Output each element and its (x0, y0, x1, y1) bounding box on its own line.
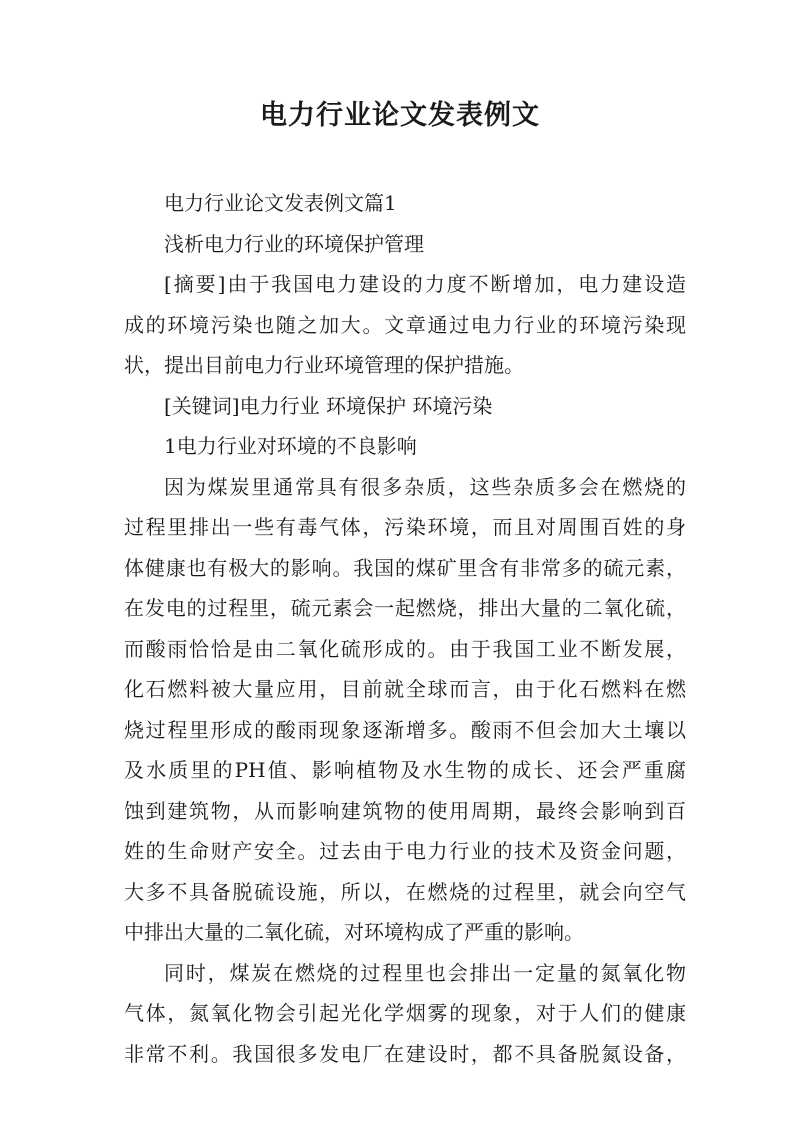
text-line: 非常不利。我国很多发电厂在建设时，都不具备脱氮设备， (124, 1041, 686, 1066)
text-line: 在发电的过程里，硫元素会一起燃烧，排出大量的二氧化硫， (124, 596, 686, 620)
text-line: 电力行业论文发表例文篇1 (164, 191, 397, 215)
document-title: 电力行业论文发表例文 (260, 100, 540, 131)
text-line: 气体，氮氧化物会引起光化学烟雾的现象，对于人们的健康 (124, 1001, 686, 1025)
text-line: 过程里排出一些有毒气体，污染环境，而且对周围百姓的身 (124, 515, 686, 539)
text-line: 因为煤炭里通常具有很多杂质，这些杂质多会在燃烧的 (164, 474, 686, 499)
text-line: [关键词]电力行业 环境保护 环境污染 (164, 393, 493, 418)
text-line: 同时，煤炭在燃烧的过程里也会排出一定量的氮氧化物 (164, 960, 686, 985)
text-line: 而酸雨恰恰是由二氧化硫形成的。由于我国工业不断发展， (124, 636, 686, 661)
text-line: 及水质里的PH值、影响植物及水生物的成长、还会严重腐 (124, 758, 686, 782)
text-line: 成的环境污染也随之加大。文章通过电力行业的环境污染现 (124, 312, 686, 337)
text-line: [摘要]由于我国电力建设的力度不断增加，电力建设造 (164, 272, 686, 296)
text-line: 烧过程里形成的酸雨现象逐渐增多。酸雨不但会加大土壤以 (124, 717, 686, 742)
text-line: 1电力行业对环境的不良影响 (164, 434, 417, 458)
text-line: 姓的生命财产安全。过去由于电力行业的技术及资金问题， (124, 839, 686, 863)
document-body (124, 183, 686, 1074)
text-line: 大多不具备脱硫设施，所以，在燃烧的过程里，就会向空气 (124, 879, 686, 904)
text-line: 状，提出目前电力行业环境管理的保护措施。 (124, 353, 524, 377)
text-line: 体健康也有极大的影响。我国的煤矿里含有非常多的硫元素， (124, 555, 686, 580)
text-line: 中排出大量的二氧化硫，对环境构成了严重的影响。 (124, 920, 584, 944)
text-line: 浅析电力行业的环境保护管理 (164, 231, 424, 256)
text-line: 化石燃料被大量应用，目前就全球而言，由于化石燃料在燃 (124, 677, 686, 701)
text-line: 蚀到建筑物，从而影响建筑物的使用周期，最终会影响到百 (124, 798, 686, 823)
